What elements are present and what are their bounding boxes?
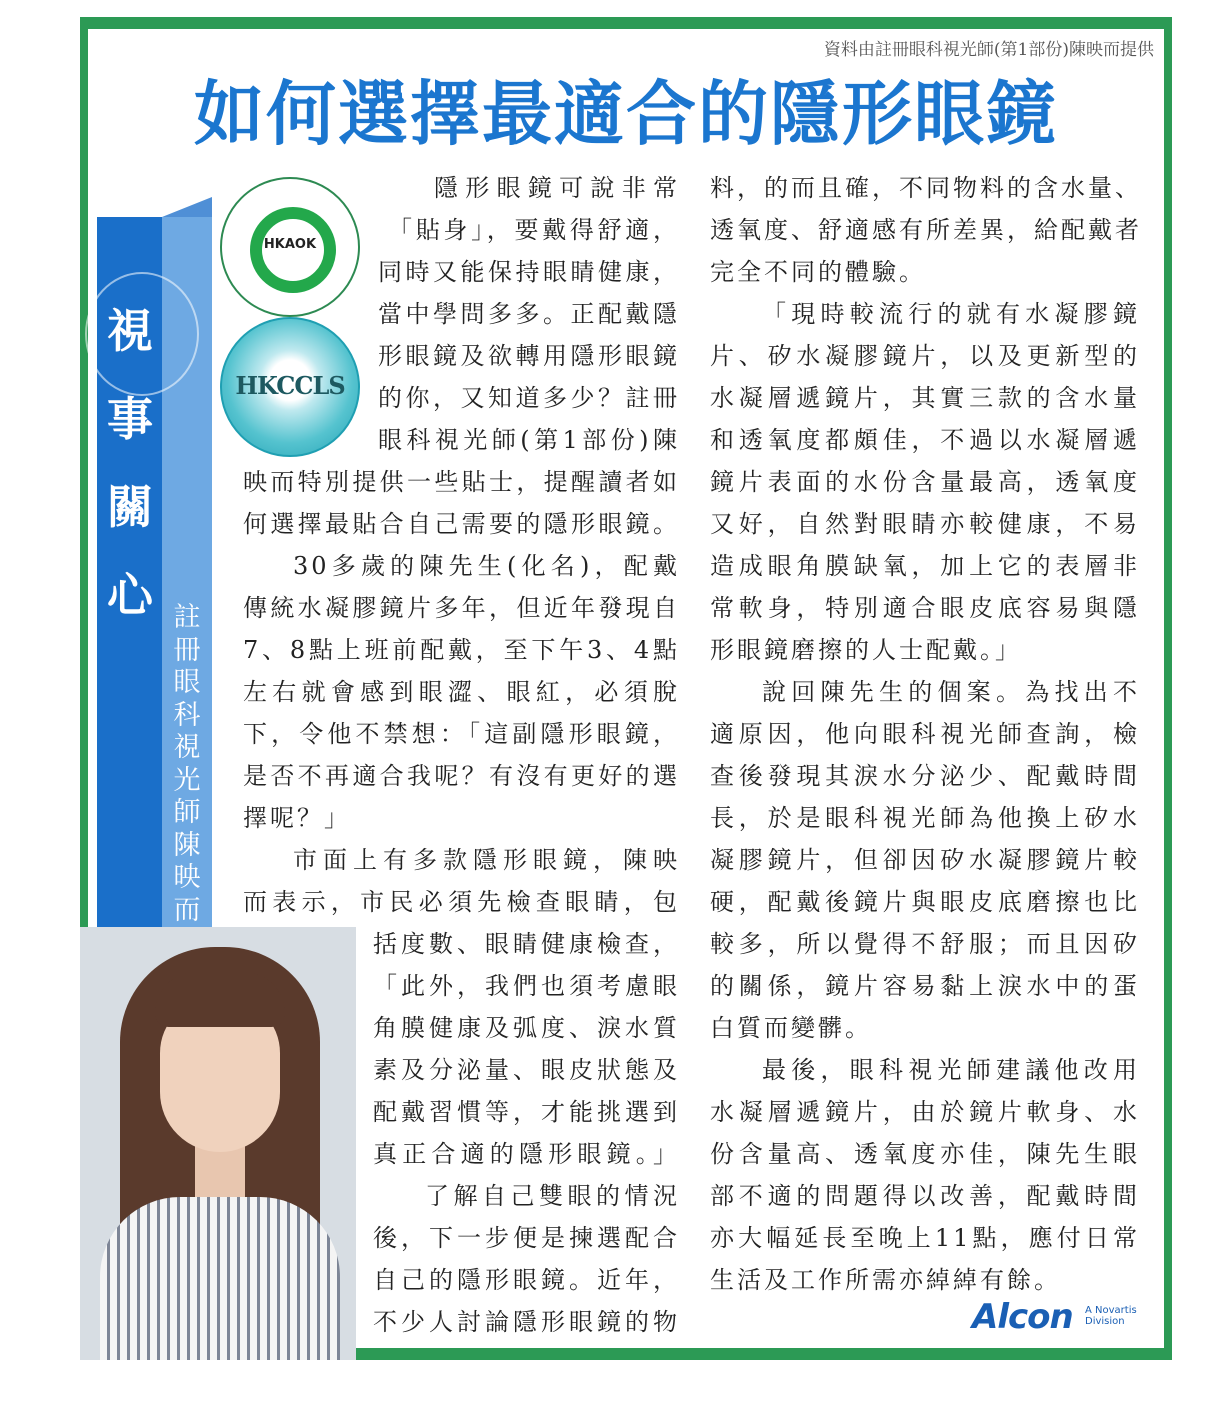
right-col-line: 白質而變髒。 bbox=[710, 1014, 872, 1042]
news-article-page bbox=[80, 17, 1172, 1360]
right-col-line: 形眼鏡磨擦的人士配戴。」 bbox=[710, 636, 1022, 664]
left-col-line: 自己的隱形眼鏡。近年， bbox=[373, 1266, 680, 1294]
portrait-fringe bbox=[155, 972, 285, 1027]
right-col-line: 適原因，他向眼科視光師查詢，檢 bbox=[710, 720, 1140, 748]
left-col-line: 是否不再適合我呢？有沒有更好的選 bbox=[243, 762, 680, 790]
left-col-line: 市面上有多款隱形眼鏡，陳映 bbox=[293, 846, 680, 874]
right-col-line: 硬，配戴後鏡片與眼皮底磨擦也比 bbox=[710, 888, 1140, 916]
left-col-line: 下，令他不禁想：「這副隱形眼鏡， bbox=[243, 720, 680, 748]
author-byline: 註冊眼科視光師陳映而 bbox=[173, 602, 201, 926]
right-col-line: 常軟身，特別適合眼皮底容易與隱 bbox=[710, 594, 1140, 622]
right-col-line: 和透氧度都頗佳，不過以水凝層遞 bbox=[710, 426, 1140, 454]
left-col-line: 何選擇最貼合自己需要的隱形眼鏡。 bbox=[243, 510, 680, 538]
right-col-line: 水凝層遞鏡片，由於鏡片軟身、水 bbox=[710, 1098, 1140, 1126]
alcon-logo-subtitle: A Novartis Division bbox=[1085, 1305, 1137, 1327]
left-col-line: 隱形眼鏡可說非常 bbox=[434, 174, 680, 202]
right-col-line: 凝膠鏡片，但卻因矽水凝膠鏡片較 bbox=[710, 846, 1140, 874]
left-col-line: 左右就會感到眼澀、眼紅，必須脫 bbox=[243, 678, 680, 706]
right-col-line: 較多，所以覺得不舒服；而且因矽 bbox=[710, 930, 1140, 958]
hkaok-logo bbox=[220, 177, 360, 317]
right-col-line: 說回陳先生的個案。為找出不 bbox=[762, 678, 1140, 706]
hkccls-logo-text: HKCCLS bbox=[235, 371, 345, 400]
right-col-line: 又好，自然對眼睛亦較健康，不易 bbox=[710, 510, 1140, 538]
left-col-line: 的你，又知道多少？註冊 bbox=[378, 384, 680, 412]
column-title: 視事關心 bbox=[107, 304, 153, 622]
left-col-line: 角膜健康及弧度、淚水質 bbox=[373, 1014, 680, 1042]
left-col-line: 同時又能保持眼睛健康， bbox=[378, 258, 680, 286]
left-col-line: 30多歲的陳先生(化名)，配戴 bbox=[293, 552, 680, 580]
left-col-line: 7、8點上班前配戴，至下午3、4點 bbox=[243, 636, 680, 664]
right-green-rule bbox=[1164, 17, 1172, 1360]
hkaok-logo-text: HKAOK bbox=[263, 237, 317, 252]
left-col-line: 「貼身」，要戴得舒適， bbox=[388, 216, 680, 244]
right-col-line: 透氧度、舒適感有所差異，給配戴者 bbox=[710, 216, 1142, 244]
left-col-line: 映而特別提供一些貼士，提醒讀者如 bbox=[243, 468, 680, 496]
right-col-line: 完全不同的體驗。 bbox=[710, 258, 926, 286]
hkccls-logo bbox=[220, 317, 360, 457]
left-col-line: 了解自己雙眼的情況 bbox=[425, 1182, 680, 1210]
left-col-line: 配戴習慣等，才能挑選到 bbox=[373, 1098, 680, 1126]
left-col-line: 而表示，市民必須先檢查眼睛，包 bbox=[243, 888, 680, 916]
right-col-line: 長，於是眼科視光師為他換上矽水 bbox=[710, 804, 1140, 832]
right-col-line: 部不適的問題得以改善，配戴時間 bbox=[710, 1182, 1140, 1210]
source-credit: 資料由註冊眼科視光師(第1部份)陳映而提供 bbox=[823, 40, 1154, 60]
author-portrait bbox=[80, 927, 356, 1360]
left-col-line: 後，下一步便是揀選配合 bbox=[373, 1224, 680, 1252]
left-col-line: 傳統水凝膠鏡片多年，但近年發現自 bbox=[243, 594, 680, 622]
right-col-line: 「現時較流行的就有水凝膠鏡 bbox=[762, 300, 1140, 328]
right-col-line: 片、矽水凝膠鏡片，以及更新型的 bbox=[710, 342, 1140, 370]
right-col-line: 水凝層遞鏡片，其實三款的含水量 bbox=[710, 384, 1140, 412]
portrait-shirt bbox=[100, 1197, 340, 1360]
bottom-green-rule bbox=[350, 1348, 1172, 1360]
right-col-line: 亦大幅延長至晚上11點，應付日常 bbox=[710, 1224, 1140, 1252]
left-col-line: 素及分泌量、眼皮狀態及 bbox=[373, 1056, 680, 1084]
left-col-line: 真正合適的隱形眼鏡。」 bbox=[373, 1140, 680, 1168]
right-col-line: 生活及工作所需亦綽綽有餘。 bbox=[710, 1266, 1061, 1294]
left-col-line: 當中學問多多。正配戴隱 bbox=[378, 300, 680, 328]
right-col-line: 的關係，鏡片容易黏上淚水中的蛋 bbox=[710, 972, 1140, 1000]
right-col-line: 造成眼角膜缺氧，加上它的表層非 bbox=[710, 552, 1140, 580]
left-col-line: 擇呢？」 bbox=[243, 804, 351, 832]
right-col-line: 份含量高、透氧度亦佳，陳先生眼 bbox=[710, 1140, 1140, 1168]
left-col-line: 不少人討論隱形眼鏡的物 bbox=[373, 1308, 680, 1336]
left-col-line: 括度數、眼睛健康檢查， bbox=[373, 930, 680, 958]
right-col-line: 鏡片表面的水份含量最高，透氧度 bbox=[710, 468, 1140, 496]
right-col-line: 最後，眼科視光師建議他改用 bbox=[762, 1056, 1140, 1084]
left-col-line: 眼科視光師(第1部份)陳 bbox=[378, 426, 680, 454]
right-col-line: 查後發現其淚水分泌少、配戴時間 bbox=[710, 762, 1140, 790]
alcon-logo: Alcon bbox=[972, 1297, 1073, 1337]
right-col-line: 料，的而且確，不同物料的含水量、 bbox=[710, 174, 1142, 202]
column-banner-fold bbox=[162, 197, 212, 217]
left-col-line: 形眼鏡及欲轉用隱形眼鏡 bbox=[378, 342, 680, 370]
top-green-rule bbox=[80, 17, 1172, 29]
left-col-line: 「此外，我們也須考慮眼 bbox=[373, 972, 680, 1000]
article-headline: 如何選擇最適合的隱形眼鏡 bbox=[194, 73, 1058, 155]
